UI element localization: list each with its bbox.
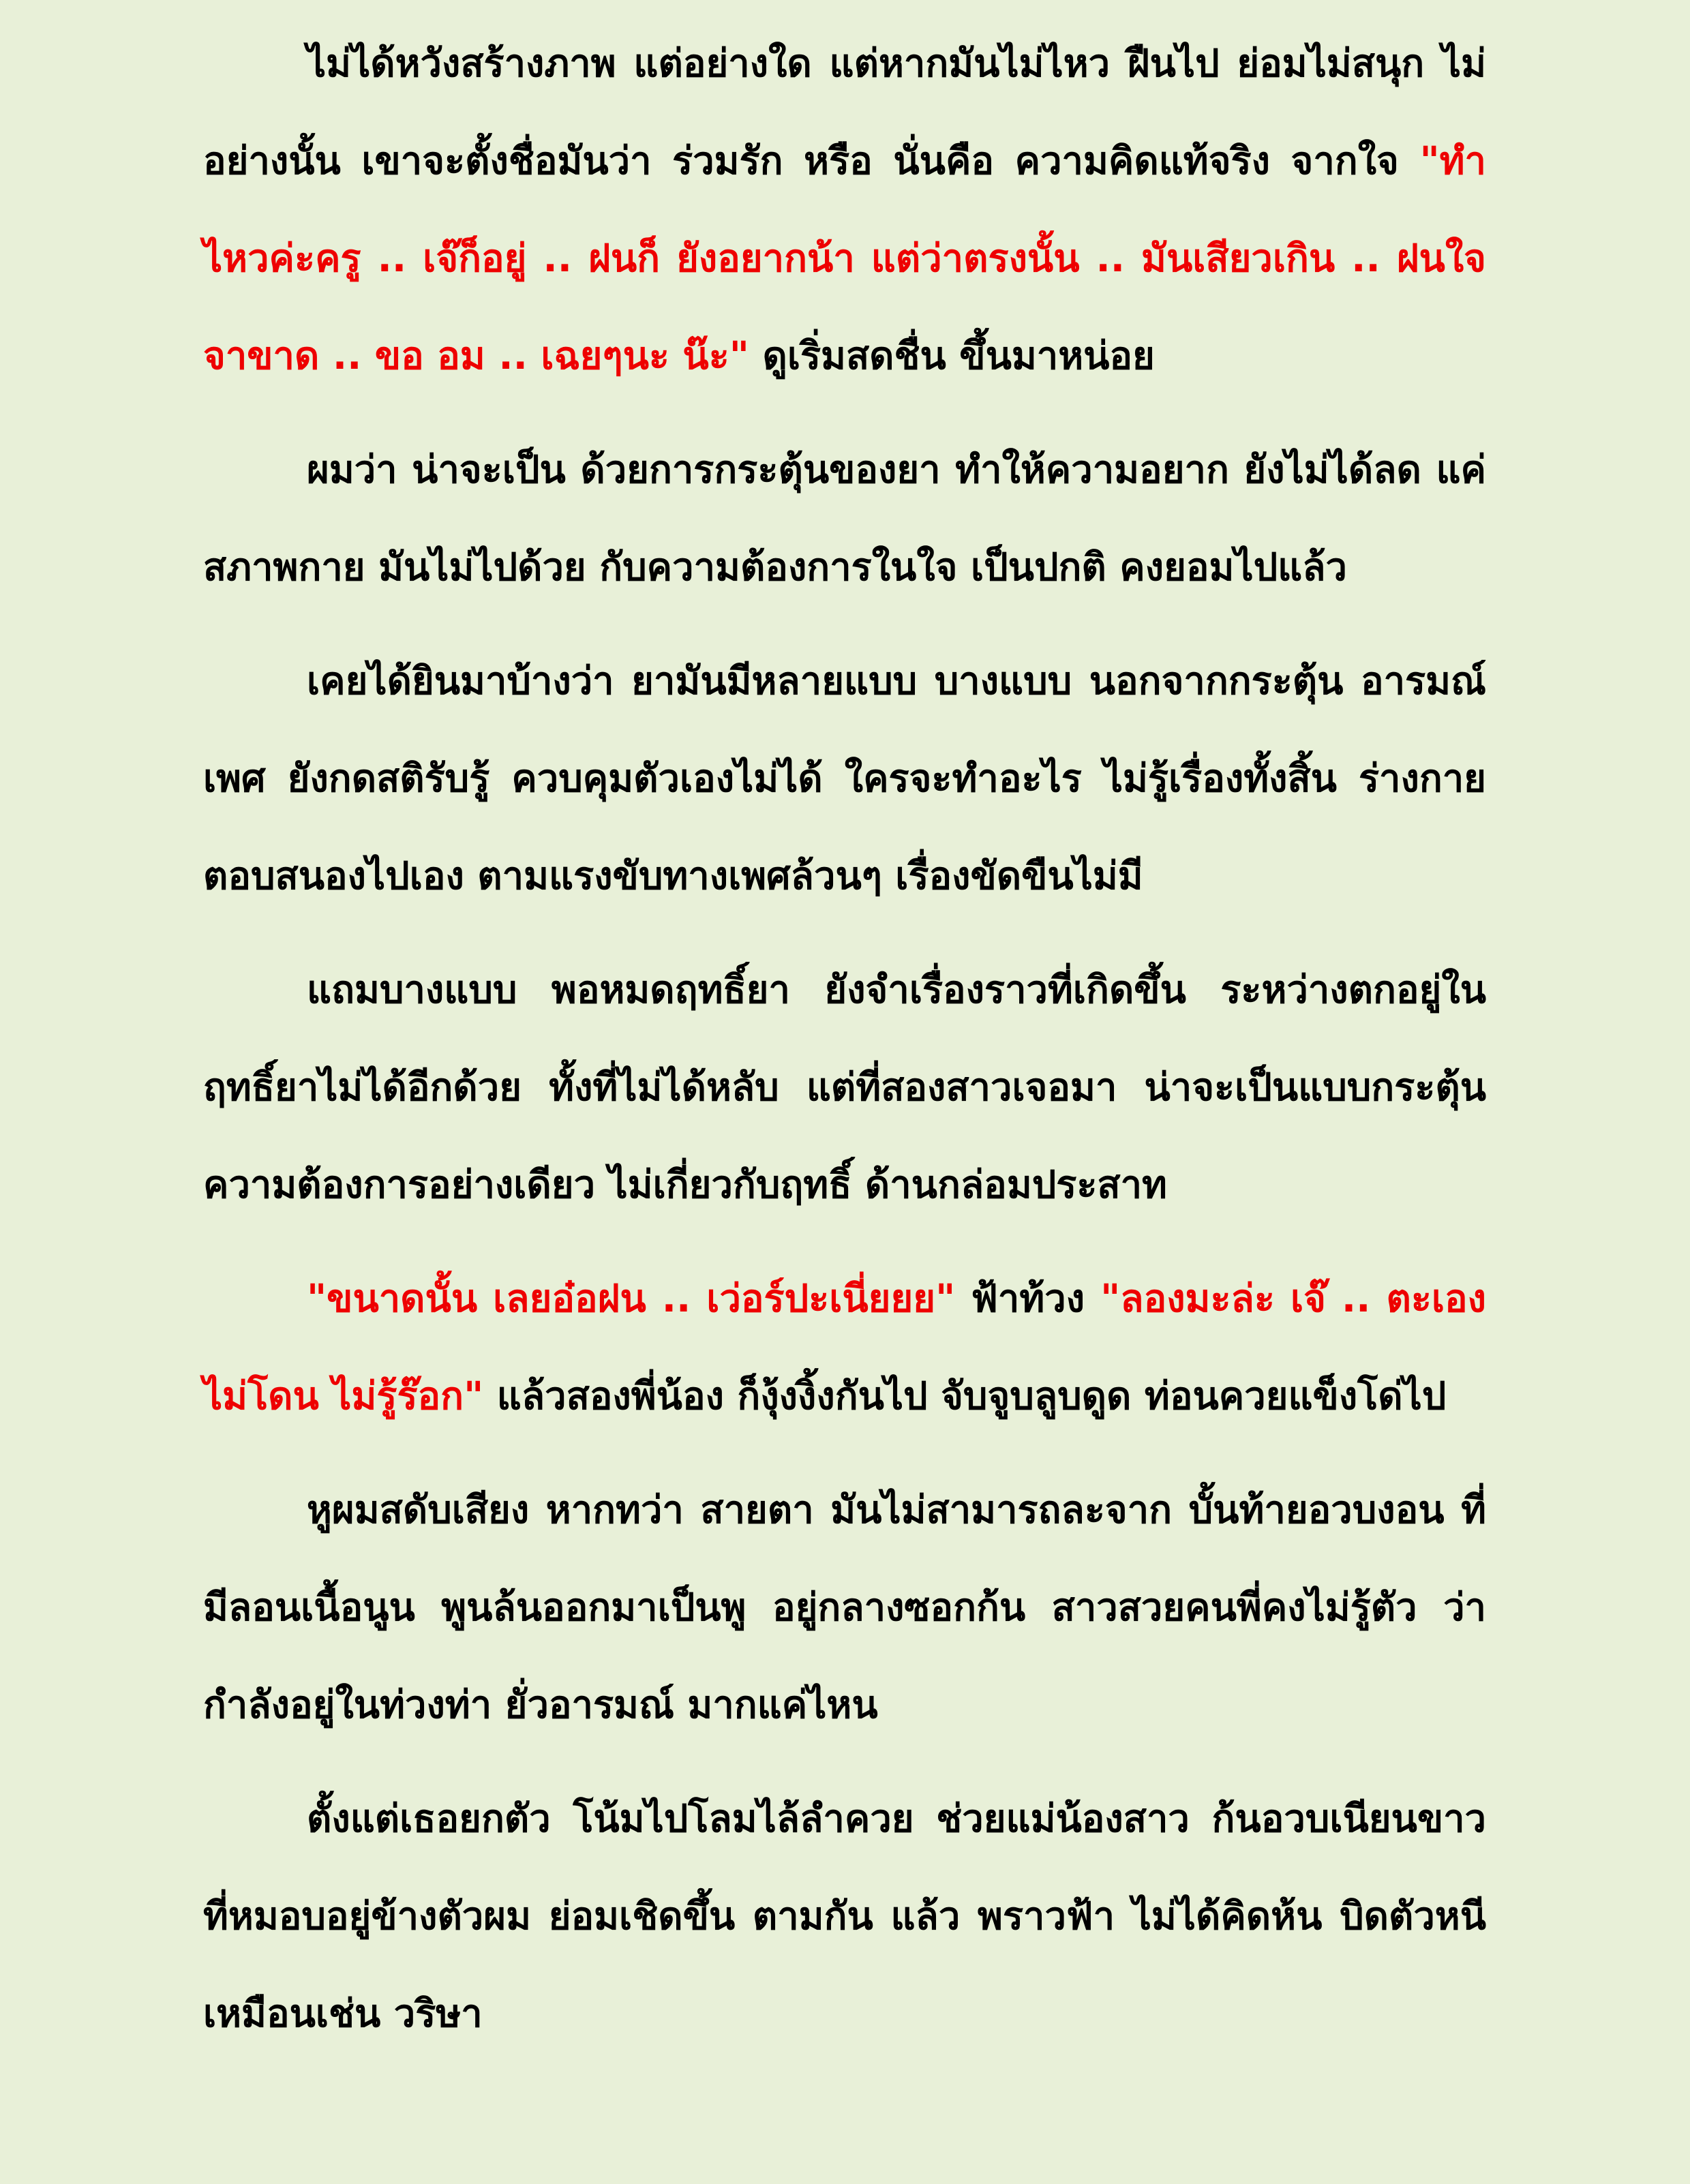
narration-text: ดูเริ่มสดชื่น ขึ้นมาหน่อย (749, 334, 1155, 378)
paragraph-6 (203, 1461, 1486, 1754)
paragraph-1 (203, 15, 1486, 405)
paragraph-3 (203, 633, 1486, 925)
narration-text: ฟ้าท้วง (955, 1277, 1101, 1321)
dialogue-text: "ขนาดนั้น เลยอ๋อฝน .. เว่อร์ปะเนี่ยยย" (307, 1277, 956, 1321)
narration-text: แล้วสองพี่น้อง ก็งุ้งงิ้งกันไป จับจูบลูบดูด ท่อนควยแข็งโด่ไป (483, 1374, 1447, 1419)
narration-text: เคยได้ยินมาบ้างว่า ยามันมีหลายแบบ บางแบบ นอกจากกระตุ้น อารมณ์เพศ ยังกดสติรับรู้ ควบคุมตัวเองไม่ได้ ใครจะทำอะไร ไม่รู้เรื่องทั้งสิ้น ร่างกายตอบสนองไปเอง ตามแรงขับทางเพศล้วนๆ เรื่องขัดขืนไม่มี (203, 659, 1486, 898)
narration-text: ผมว่า น่าจะเป็น ด้วยการกระตุ้นของยา ทำให้ความอยาก ยังไม่ได้ลด แค่สภาพกาย มันไม่ไปด้วย กับความต้องการในใจ เป็นปกติ คงยอมไปแล้ว (203, 448, 1486, 590)
dialogue-text: "ลองมะล่ะ เจ๊ .. ตะเองไม่โดน ไม่รู้ร๊อก" (203, 1277, 1487, 1419)
paragraph-4 (203, 941, 1486, 1234)
narration-text: ไม่ได้หวังสร้างภาพ แต่อย่างใด แต่หากมันไม่ไหว ฝืนไป ย่อมไม่สนุก ไม่อย่างนั้น เขาจะตั้งชื่อมันว่า ร่วมรัก หรือ นั่นคือ ความคิดแท้จริง จากใจ (203, 42, 1486, 183)
dialogue-text: "ทำไหวค่ะครู .. เจ๊ก็อยู่ .. ฝนก็ ยังอยากน้า แต่ว่าตรงนั้น .. มันเสียวเกิน .. ฝนใจจาขาด .. ขอ อม .. เฉยๆนะ น๊ะ" (203, 139, 1486, 378)
narration-text: หูผมสดับเสียง หากทว่า สายตา มันไม่สามารถละจาก บั้นท้ายอวบงอน ที่มีลอนเนื้อนูน พูนล้นออกมาเป็นพู อยู่กลางซอกก้น สาวสวยคนพี่คงไม่รู้ตัว ว่ากำลังอยู่ในท่วงท่า ยั่วอารมณ์ มากแค่ไหน (203, 1488, 1486, 1727)
paragraph-2 (203, 421, 1486, 616)
story-text-column (203, 15, 1486, 2079)
narration-text: แถมบางแบบ พอหมดฤทธิ์ยา ยังจำเรื่องราวที่เกิดขึ้น ระหว่างตกอยู่ในฤทธิ์ยาไม่ได้อีกด้วย ทั้งที่ไม่ได้หลับ แต่ที่สองสาวเจอมา น่าจะเป็นแบบกระตุ้น ความต้องการอย่างเดียว ไม่เกี่ยวกับฤทธิ์ ด้านกล่อมประสาท (203, 968, 1486, 1207)
narration-text: ตั้งแต่เธอยกตัว โน้มไปโลมไล้ลำควย ช่วยแม่น้องสาว ก้นอวบเนียนขาว ที่หมอบอยู่ข้างตัวผม ย่อมเชิดขึ้น ตามกัน แล้ว พราวฟ้า ไม่ได้คิดห้น บิดตัวหนี เหมือนเช่น วริษา (203, 1797, 1486, 2036)
paragraph-5 (203, 1250, 1486, 1445)
paragraph-7 (203, 1770, 1486, 2063)
